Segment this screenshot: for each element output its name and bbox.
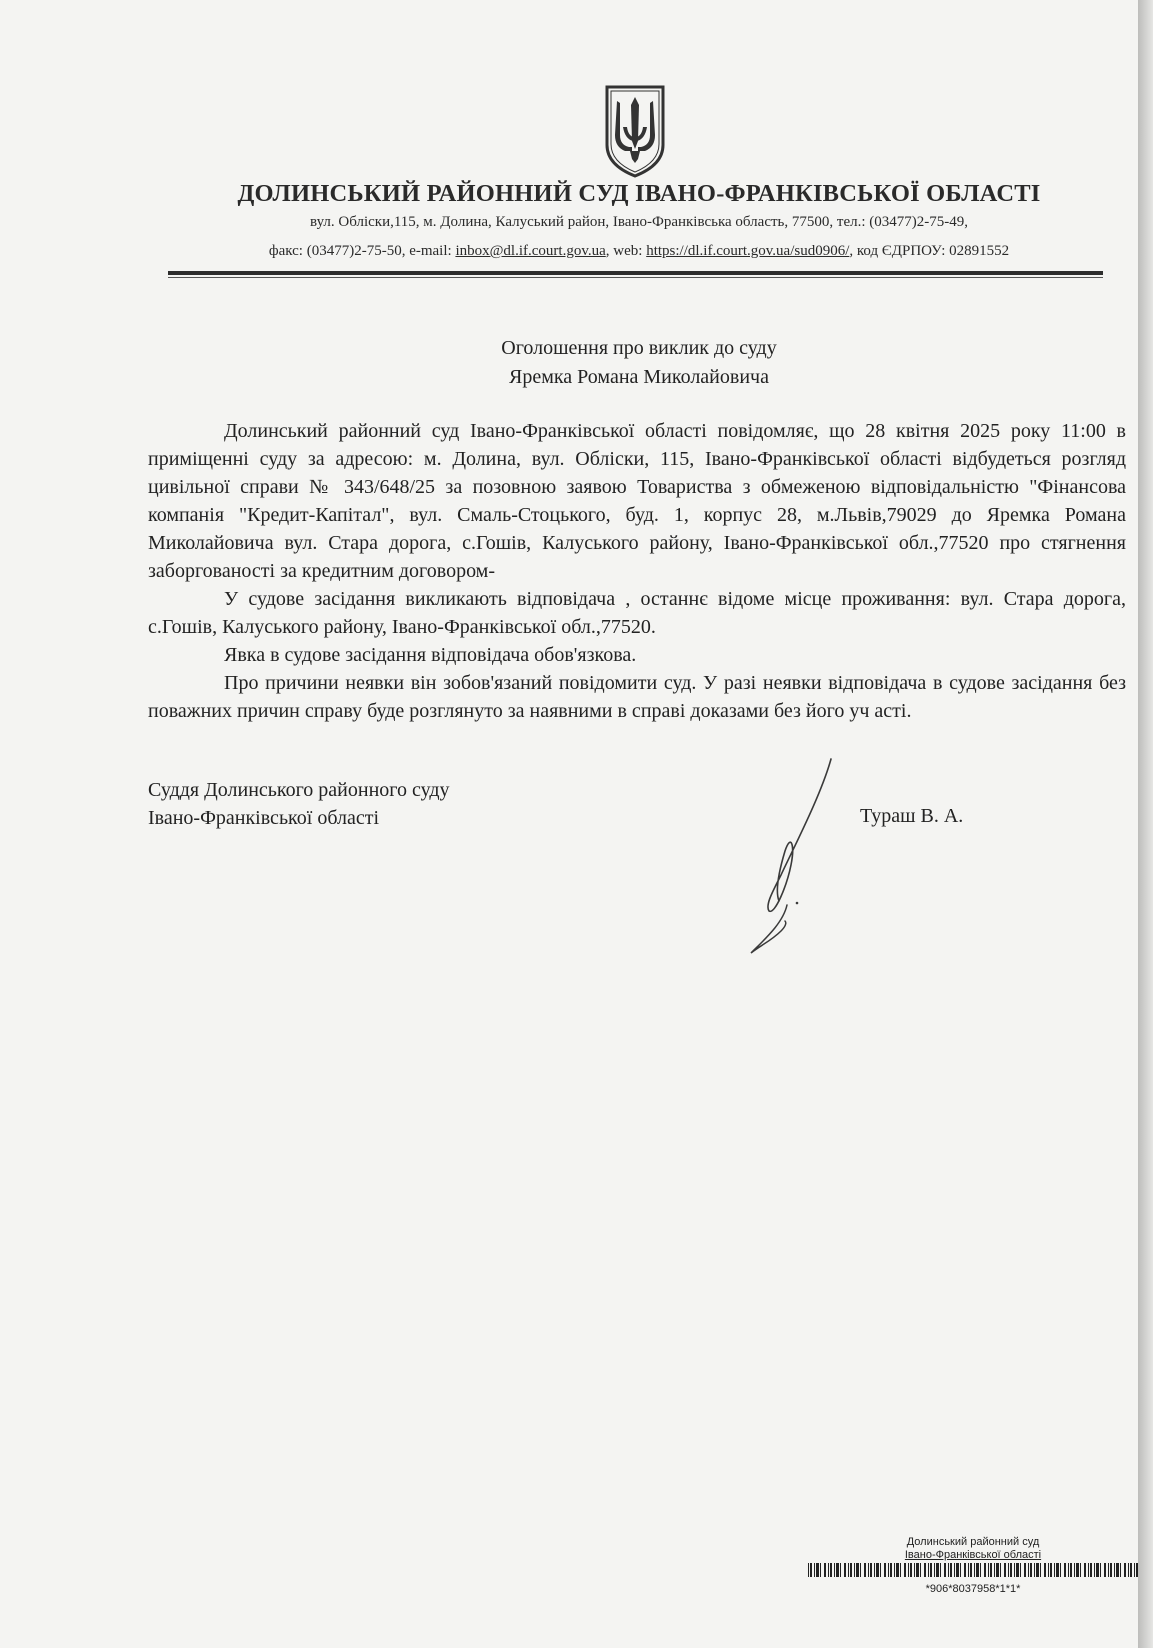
scan-edge-shadow [1138, 0, 1153, 1648]
barcode-icon [808, 1563, 1138, 1577]
court-address: вул. Обліски,115, м. Долина, Калуський район, Івано-Франківська область, 77500, тел.: (03477)2-75-49, [310, 214, 968, 230]
judge-name: Тураш В. А. [860, 805, 964, 827]
header-divider-thick [168, 271, 1103, 275]
body-paragraph: Про причини неявки він зобов'язаний повідомити суд. У разі неявки відповідача в судове засідання без поважних причин справу буде розглянуто за наявними в справі доказами без його уч асті. [148, 672, 1126, 722]
body-paragraph: Явка в судове засідання відповідача обов'язкова. [224, 644, 637, 666]
email-link[interactable]: inbox@dl.if.court.gov.ua [455, 243, 606, 259]
judge-position [148, 776, 450, 832]
court-contacts [0, 243, 1153, 260]
stamp-region-text: Івано-Франківської області [904, 1549, 1042, 1561]
court-name-heading: ДОЛИНСЬКИЙ РАЙОННИЙ СУД ІВАНО-ФРАНКІВСЬКОЇ ОБЛАСТІ [237, 180, 1041, 207]
registry-stamp [808, 1536, 1138, 1596]
header-divider-thin [168, 277, 1103, 278]
handwritten-signature [735, 755, 845, 970]
body-paragraph: Долинський районний суд Івано-Франківської області повідомляє, що 28 квітня 2025 року 11:00 в приміщенні суду за адресою: м. Долина, вул. Обліски, 115, Івано-Франківської області відбудеться розгляд цивільної справи № 343/648/25 за позовною заявою Товариства з обмеженою відповідальністю "Фінансова компанія "Кредит-Капітал", вул. Смаль-Стоцького, буд. 1, корпус 28, м.Львів,79029 до Яремка Романа Миколайовича вул. Стара дорога, с.Гошів, Калуського району, Івано-Франківської обл.,77520 про стягнення заборгованості за кредитним договором- [148, 420, 1126, 582]
stamp-code: *906*8037958*1*1* [925, 1583, 1021, 1595]
notice-title [0, 334, 1153, 392]
judge-position-line: Суддя Долинського районного суду [148, 779, 450, 801]
stamp-court-name: Долинський районний суд [906, 1536, 1040, 1548]
fax-label: факс: (03477)2-75-50, e-mail: [268, 243, 456, 259]
web-label: , web: [605, 243, 647, 259]
trident-emblem-icon [601, 83, 669, 179]
edrpou-code: , код ЄДРПОУ: 02891552 [849, 243, 1010, 259]
notice-defendant-name: Яремка Романа Миколайовича [509, 366, 769, 388]
judge-position-line: Івано-Франківської області [148, 807, 380, 829]
stamp-region [808, 1549, 1138, 1562]
website-link[interactable]: https://dl.if.court.gov.ua/sud0906/ [646, 243, 850, 259]
notice-body [148, 417, 1126, 725]
notice-title-line: Оголошення про виклик до суду [501, 337, 777, 359]
body-paragraph: У судове засідання викликають відповідача , останнє відоме місце проживання: вул. Стара дорога, с.Гошів, Калуського району, Івано-Франківської обл.,77520. [148, 588, 1126, 638]
